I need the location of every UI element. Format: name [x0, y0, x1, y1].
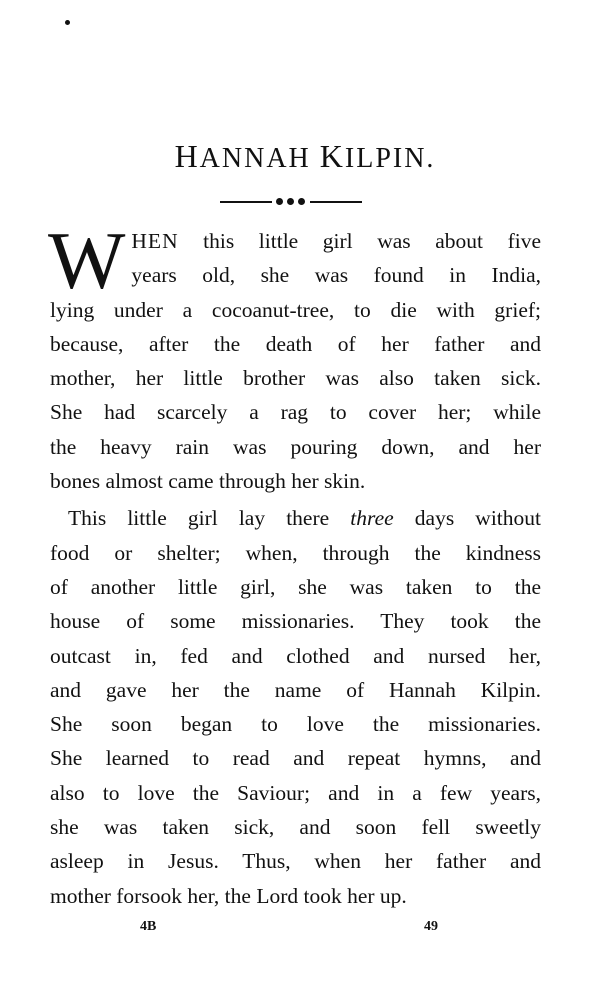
ornament-dot [287, 198, 294, 205]
text-line: asleep in Jesus. Thus, when her father and [50, 849, 541, 874]
title-part-1: ANNAH [199, 143, 320, 174]
text-line: also to love the Saviour; and in a few years, [50, 780, 541, 805]
text-line: years old, she was found in India, [131, 263, 541, 288]
text-line: and gave her the name of Hannah Kilpin. [50, 677, 541, 702]
text-line: She learned to read and repeat hymns, and [50, 746, 541, 771]
paragraph-2 [50, 501, 541, 913]
text-line: lying under a cocoanut-tree, to die with grief; [50, 297, 541, 322]
page-title [0, 138, 610, 177]
text-line: of another little girl, she was taken to the [50, 574, 541, 599]
signature-mark: 4B [140, 919, 157, 934]
text-line: she was taken sick, and soon fell sweetly [50, 815, 541, 840]
text-line: house of some missionaries. They took the [50, 609, 541, 634]
text-line: outcast in, fed and clothed and nursed her, [50, 643, 541, 668]
text-line [50, 501, 541, 535]
text-line: mother forsook her, the Lord took her up. [50, 883, 407, 908]
text-fragment: days without [393, 506, 541, 531]
text-line: the heavy rain was pouring down, and her [50, 434, 541, 459]
ornament-dot [276, 198, 283, 205]
text-fragment: This little girl lay there [68, 506, 351, 531]
ornament-dot [298, 198, 305, 205]
title-ornament [220, 196, 362, 208]
text-line: mother, her little brother was also taken sick. [50, 366, 541, 391]
paragraph-1 [48, 215, 541, 498]
first-word-caps: HEN [131, 229, 179, 253]
page-number: 49 [424, 919, 438, 934]
text-line: She soon began to love the missionaries. [50, 712, 541, 737]
text-line: bones almost came through her skin. [50, 469, 366, 494]
emphasis-three: three [350, 506, 394, 531]
text-line: She had scarcely a rag to cover her; while [50, 400, 541, 425]
title-initial-k: K [319, 138, 345, 174]
ornament-rule-right [310, 201, 362, 203]
story-body [48, 215, 541, 913]
title-initial-h: H [174, 138, 200, 174]
ornament-rule-left [220, 201, 272, 203]
text-line: because, after the death of her father and [50, 331, 541, 356]
ink-speck [65, 20, 70, 25]
text-line-content: this little girl was about five [178, 229, 541, 253]
drop-cap: W [48, 215, 126, 306]
text-line: food or shelter; when, through the kindness [50, 540, 541, 565]
title-part-2: ILPIN. [344, 143, 436, 174]
